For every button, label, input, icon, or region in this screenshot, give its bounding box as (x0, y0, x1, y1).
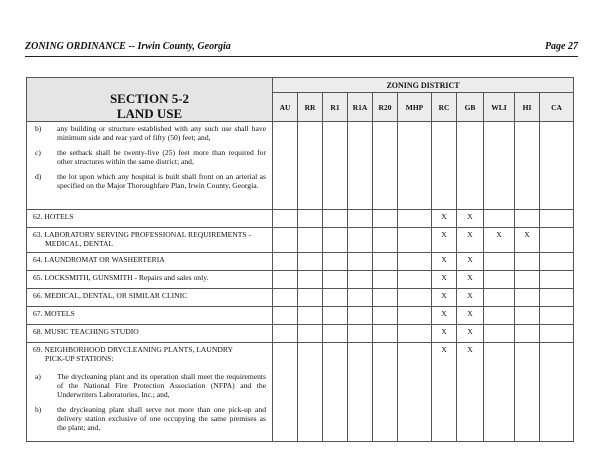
permitted-mark-r1 (323, 253, 348, 271)
permitted-mark-mhp (398, 253, 432, 271)
permitted-mark-wli (484, 210, 515, 228)
permitted-mark-r20 (373, 343, 398, 442)
table-row (27, 271, 574, 289)
column-header-r1a: R1A (348, 93, 373, 122)
permitted-mark-r20 (373, 253, 398, 271)
permitted-mark-wli (484, 253, 515, 271)
page-header (25, 41, 578, 55)
condition-text: the setback shall be twenty-five (25) feet more than required for other structures within the same district; and, (57, 148, 266, 166)
permitted-mark-r20 (373, 289, 398, 307)
condition-letter: a) (35, 372, 41, 381)
permitted-mark-r1a (348, 228, 373, 253)
permitted-mark-gb: X (457, 307, 484, 325)
permitted-mark-au (273, 325, 298, 343)
permitted-mark-mhp (398, 307, 432, 325)
condition-item (33, 124, 266, 142)
permitted-mark-rc: X (432, 343, 457, 442)
permitted-mark-r1a (348, 343, 373, 442)
permitted-mark-rc (432, 122, 457, 210)
use-name: 68. MUSIC TEACHING STUDIO (33, 327, 139, 336)
use-name-continued: MEDICAL, DENTAL (45, 239, 114, 248)
condition-item (33, 172, 266, 190)
column-header-rr: RR (298, 93, 323, 122)
land-use-label (27, 307, 273, 325)
use-name: 66. MEDICAL, DENTAL, OR SIMILAR CLINIC (33, 291, 188, 300)
permitted-mark-wli (484, 271, 515, 289)
permitted-mark-au (273, 271, 298, 289)
condition-letter: b) (35, 124, 42, 133)
permitted-mark-r1a (348, 271, 373, 289)
land-use-label (27, 343, 273, 442)
permitted-mark-hi (515, 343, 540, 442)
permitted-mark-hi (515, 122, 540, 210)
zoning-district-header: ZONING DISTRICT (273, 78, 574, 93)
condition-item (33, 405, 266, 432)
permitted-mark-au (273, 253, 298, 271)
use-name: 65. LOCKSMITH, GUNSMITH - Repairs and sales only. (33, 273, 209, 282)
table-row (27, 343, 574, 442)
permitted-mark-ca (540, 271, 574, 289)
permitted-mark-r1 (323, 289, 348, 307)
permitted-mark-mhp (398, 343, 432, 442)
use-name-continued: PICK-UP STATIONS: (45, 354, 114, 363)
use-name: 62. HOTELS (33, 212, 74, 221)
permitted-mark-rr (298, 122, 323, 210)
permitted-mark-rc: X (432, 228, 457, 253)
permitted-mark-au (273, 307, 298, 325)
land-use-label (27, 210, 273, 228)
table-body (27, 122, 574, 442)
permitted-mark-ca (540, 253, 574, 271)
condition-item (33, 372, 266, 399)
condition-letter: c) (35, 148, 41, 157)
column-header-au: AU (273, 93, 298, 122)
permitted-mark-ca (540, 289, 574, 307)
column-header-r20: R20 (373, 93, 398, 122)
land-use-label (27, 271, 273, 289)
permitted-mark-hi (515, 325, 540, 343)
permitted-mark-hi (515, 210, 540, 228)
permitted-mark-rr (298, 307, 323, 325)
permitted-mark-mhp (398, 210, 432, 228)
column-header-rc: RC (432, 93, 457, 122)
permitted-mark-au (273, 210, 298, 228)
permitted-mark-hi: X (515, 228, 540, 253)
land-use-label (27, 289, 273, 307)
permitted-mark-rc: X (432, 271, 457, 289)
permitted-mark-hi (515, 307, 540, 325)
permitted-mark-r1a (348, 210, 373, 228)
permitted-mark-wli (484, 307, 515, 325)
permitted-mark-wli (484, 289, 515, 307)
permitted-mark-hi (515, 253, 540, 271)
condition-letter: d) (35, 172, 42, 181)
header-rule (25, 56, 578, 57)
table-row (27, 253, 574, 271)
permitted-mark-gb: X (457, 228, 484, 253)
permitted-mark-rr (298, 210, 323, 228)
permitted-mark-r1a (348, 253, 373, 271)
document-title: ZONING ORDINANCE -- Irwin County, Georgia (25, 41, 231, 52)
permitted-mark-ca (540, 307, 574, 325)
table-row (27, 228, 574, 253)
permitted-mark-au (273, 228, 298, 253)
column-header-ca: CA (540, 93, 574, 122)
condition-item (33, 148, 266, 166)
permitted-mark-r1 (323, 122, 348, 210)
condition-text: The drycleaning plant and its operation shall meet the requirements of the National Fire Protection Association (NFPA) and the Underwriters Laboratories, Inc.; and, (57, 372, 266, 399)
land-use-label (27, 253, 273, 271)
permitted-mark-gb: X (457, 325, 484, 343)
permitted-mark-mhp (398, 289, 432, 307)
permitted-mark-gb: X (457, 253, 484, 271)
use-name: 63. LABORATORY SERVING PROFESSIONAL REQUIREMENTS - (33, 230, 252, 239)
permitted-mark-wli (484, 325, 515, 343)
table-row (27, 210, 574, 228)
permitted-mark-rr (298, 253, 323, 271)
permitted-mark-mhp (398, 122, 432, 210)
permitted-mark-gb: X (457, 343, 484, 442)
permitted-mark-rr (298, 343, 323, 442)
table-row (27, 122, 574, 210)
permitted-mark-r1a (348, 307, 373, 325)
section-heading-cell (27, 78, 273, 122)
permitted-mark-gb: X (457, 271, 484, 289)
permitted-mark-r20 (373, 271, 398, 289)
permitted-mark-gb: X (457, 289, 484, 307)
use-name: 64. LAUNDROMAT OR WASHERTERIA (33, 255, 165, 264)
condition-letter: b) (35, 405, 42, 414)
condition-text: any building or structure established with any such use shall have minimum side and rear yard of fifty (50) feet; and, (57, 124, 266, 142)
permitted-mark-rc: X (432, 325, 457, 343)
permitted-mark-mhp (398, 271, 432, 289)
table-row (27, 325, 574, 343)
permitted-mark-r20 (373, 325, 398, 343)
permitted-mark-rc: X (432, 307, 457, 325)
permitted-mark-r1a (348, 289, 373, 307)
column-header-hi: HI (515, 93, 540, 122)
use-name: 69. NEIGHBORHOOD DRYCLEANING PLANTS, LAUNDRY (33, 345, 233, 354)
permitted-mark-ca (540, 210, 574, 228)
permitted-mark-rr (298, 289, 323, 307)
permitted-mark-au (273, 289, 298, 307)
permitted-mark-rr (298, 228, 323, 253)
permitted-mark-gb: X (457, 210, 484, 228)
permitted-mark-r20 (373, 228, 398, 253)
section-subtitle: LAND USE (116, 106, 183, 121)
permitted-mark-mhp (398, 228, 432, 253)
table-row (27, 289, 574, 307)
permitted-mark-hi (515, 271, 540, 289)
permitted-mark-r20 (373, 122, 398, 210)
land-use-table (26, 77, 574, 442)
permitted-mark-rr (298, 271, 323, 289)
permitted-mark-r1a (348, 122, 373, 210)
permitted-mark-rc: X (432, 253, 457, 271)
permitted-mark-rc: X (432, 210, 457, 228)
permitted-mark-hi (515, 289, 540, 307)
permitted-mark-ca (540, 343, 574, 442)
permitted-mark-ca (540, 122, 574, 210)
permitted-mark-gb (457, 122, 484, 210)
column-header-r1: R1 (323, 93, 348, 122)
continued-conditions (27, 122, 273, 210)
permitted-mark-ca (540, 228, 574, 253)
permitted-mark-rr (298, 325, 323, 343)
column-header-gb: GB (457, 93, 484, 122)
permitted-mark-ca (540, 325, 574, 343)
column-header-wli: WLI (484, 93, 515, 122)
permitted-mark-mhp (398, 325, 432, 343)
permitted-mark-rc: X (432, 289, 457, 307)
table-row (27, 307, 574, 325)
condition-text: the drycleaning plant shall serve not more than one pick-up and delivery station exclusive of one occupying the same premises as the plant; and, (57, 405, 266, 432)
condition-text: the lot upon which any hospital is built shall front on an arterial as specified on the Major Thoroughfare Plan, Irwin County, Georgia. (57, 172, 266, 190)
permitted-mark-au (273, 343, 298, 442)
permitted-mark-r1 (323, 307, 348, 325)
land-use-label (27, 228, 273, 253)
section-title: SECTION 5-2 (109, 91, 190, 106)
permitted-mark-wli: X (484, 228, 515, 253)
permitted-mark-r1 (323, 271, 348, 289)
use-name: 67. MOTELS (33, 309, 75, 318)
permitted-mark-r1 (323, 228, 348, 253)
permitted-mark-r20 (373, 210, 398, 228)
permitted-mark-r1 (323, 325, 348, 343)
permitted-mark-r1a (348, 325, 373, 343)
permitted-mark-wli (484, 122, 515, 210)
page-number: Page 27 (544, 41, 578, 52)
permitted-mark-au (273, 122, 298, 210)
land-use-label (27, 325, 273, 343)
permitted-mark-r1 (323, 210, 348, 228)
permitted-mark-r1 (323, 343, 348, 442)
column-header-mhp: MHP (398, 93, 432, 122)
permitted-mark-wli (484, 343, 515, 442)
permitted-mark-r20 (373, 307, 398, 325)
